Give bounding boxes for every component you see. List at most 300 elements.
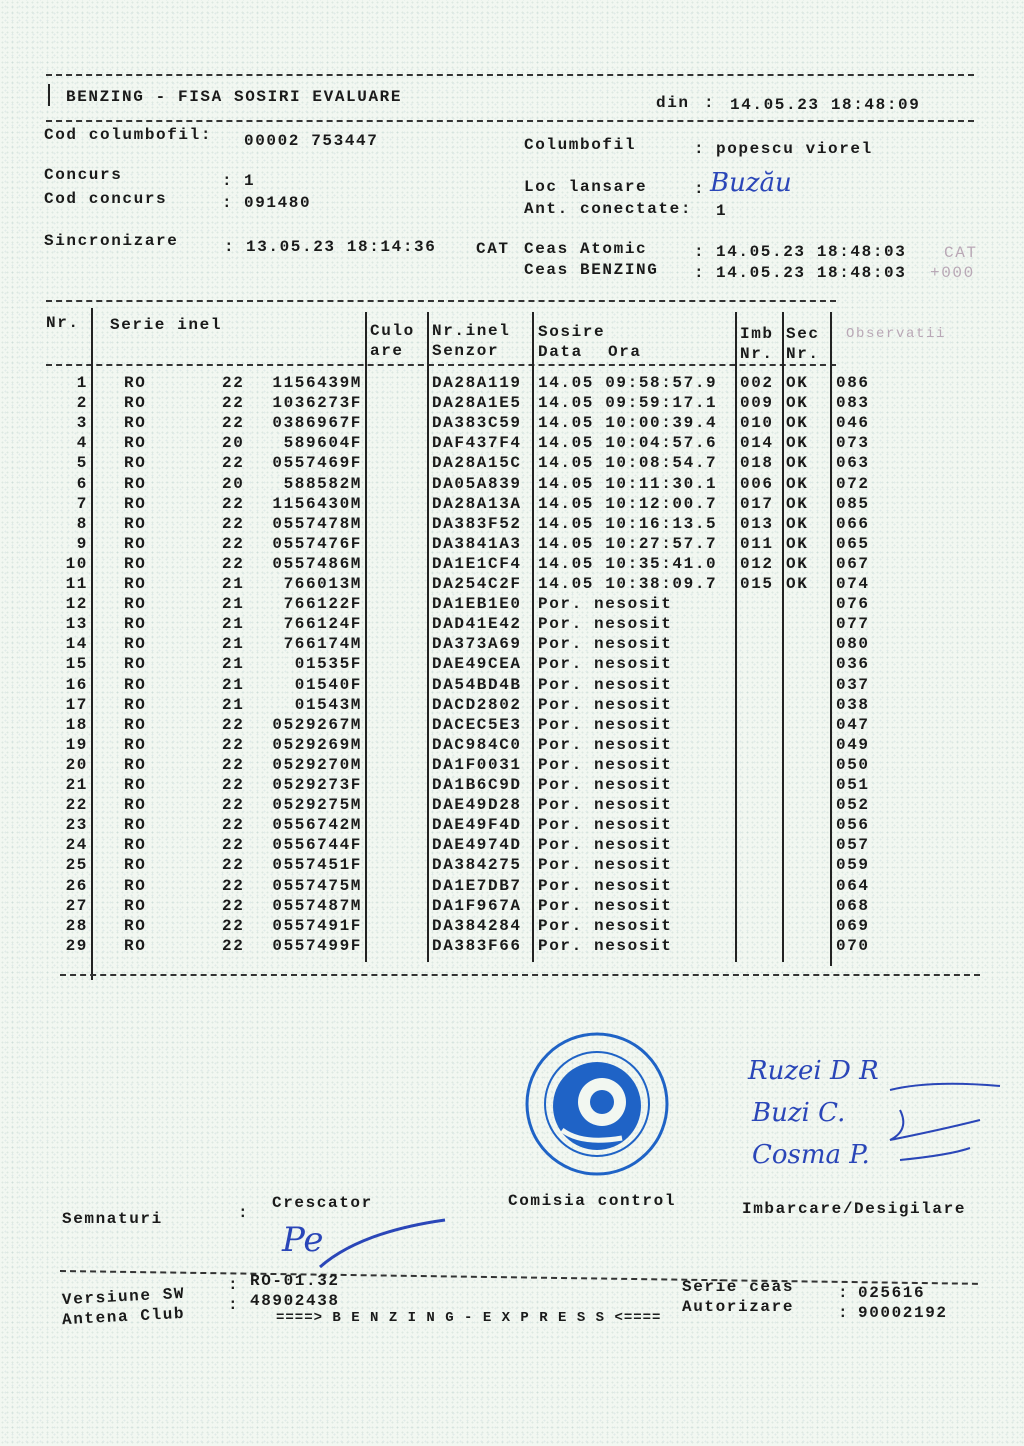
row-year: 22 xyxy=(222,554,245,573)
row-arrival: 14.05 09:59:17.1 xyxy=(538,394,718,413)
row-year: 22 xyxy=(222,876,245,895)
row-year: 21 xyxy=(222,635,245,654)
antena-club-label: Antena Club xyxy=(61,1304,186,1330)
row-sec-nr: OK xyxy=(786,514,809,533)
row-country: RO xyxy=(124,394,147,413)
row-ring-number: 766124F xyxy=(283,615,362,634)
row-sensor-ring: DACD2802 xyxy=(432,695,522,714)
separator: : xyxy=(224,238,236,256)
signature-crescator: Pe xyxy=(282,1220,324,1260)
table-row xyxy=(0,394,1024,414)
row-country: RO xyxy=(124,715,147,734)
table-row xyxy=(0,515,1024,535)
row-arrival: 14.05 10:27:57.7 xyxy=(538,534,718,553)
separator: : xyxy=(694,243,706,261)
row-year: 22 xyxy=(222,936,245,955)
row-observatii: 069 xyxy=(836,916,870,935)
row-ring-number: 0529269M xyxy=(272,735,362,754)
row-nr: 9 xyxy=(76,534,88,553)
row-country: RO xyxy=(124,735,147,754)
row-ring-number: 01543M xyxy=(294,695,362,714)
table-header-rule xyxy=(46,364,836,366)
col-header-observatii: Observatii xyxy=(846,326,947,342)
row-country: RO xyxy=(124,575,147,593)
row-country: RO xyxy=(124,655,147,674)
print-date-value: 14.05.23 18:48:09 xyxy=(730,96,921,114)
row-imb-nr: 013 xyxy=(740,514,774,533)
row-nr: 22 xyxy=(65,796,88,815)
ant-conectate-value: 1 xyxy=(716,202,728,220)
row-observatii: 064 xyxy=(836,876,870,895)
row-arrival: 14.05 10:08:54.7 xyxy=(538,454,718,473)
row-sensor-ring: DA54BD4B xyxy=(432,675,522,694)
row-year: 22 xyxy=(222,374,245,392)
row-nr: 1 xyxy=(76,374,88,392)
row-nr: 2 xyxy=(76,394,88,413)
table-row xyxy=(0,635,1024,655)
table-row xyxy=(0,414,1024,434)
row-sec-nr: OK xyxy=(786,494,809,513)
row-country: RO xyxy=(124,755,147,774)
row-year: 22 xyxy=(222,715,245,734)
row-ring-number: 0556744F xyxy=(272,836,362,855)
row-observatii: 065 xyxy=(836,534,870,553)
row-ring-number: 589604F xyxy=(283,434,362,453)
row-imb-nr: 010 xyxy=(740,414,774,433)
row-sec-nr: OK xyxy=(786,554,809,573)
row-ring-number: 0557475M xyxy=(272,876,362,895)
row-observatii: 051 xyxy=(836,776,870,794)
row-observatii: 036 xyxy=(836,655,870,674)
row-year: 20 xyxy=(222,474,245,493)
row-observatii: 052 xyxy=(836,796,870,815)
signature-imbarcare-3: Cosma P. xyxy=(752,1140,870,1170)
row-observatii: 038 xyxy=(836,695,870,714)
cod-columbofil-value: 00002 753447 xyxy=(244,132,379,150)
row-nr: 17 xyxy=(65,695,88,714)
comisia-control-label: Comisia control xyxy=(508,1192,677,1210)
versiune-sw-value: RO-01.32 xyxy=(250,1272,340,1290)
row-arrival: Por. nesosit xyxy=(538,916,673,935)
ceas-atomic-value: 14.05.23 18:48:03 xyxy=(716,243,907,261)
separator: : xyxy=(222,172,234,190)
col-header-ora: Ora xyxy=(608,343,642,361)
separator: : xyxy=(838,1284,850,1302)
table-row xyxy=(0,374,1024,394)
row-sensor-ring: DA384275 xyxy=(432,856,522,875)
row-ring-number: 0557487M xyxy=(272,896,362,915)
loc-lansare-handwritten: Buzău xyxy=(710,168,792,198)
print-date-label: din xyxy=(656,94,690,112)
footer-rule xyxy=(60,1270,978,1285)
row-arrival: 14.05 10:12:00.7 xyxy=(538,494,718,513)
row-year: 22 xyxy=(222,735,245,754)
row-observatii: 074 xyxy=(836,575,870,593)
table-row xyxy=(0,575,1024,595)
col-header-nr-inel-1: Nr.inel xyxy=(432,322,511,340)
row-country: RO xyxy=(124,554,147,573)
separator: : xyxy=(838,1304,850,1322)
row-arrival: Por. nesosit xyxy=(538,896,673,915)
commission-stamp-logo xyxy=(522,1030,672,1178)
row-observatii: 072 xyxy=(836,474,870,493)
row-sensor-ring: DAC984C0 xyxy=(432,735,522,754)
row-imb-nr: 017 xyxy=(740,494,774,513)
row-nr: 3 xyxy=(76,414,88,433)
row-observatii: 047 xyxy=(836,715,870,734)
row-country: RO xyxy=(124,856,147,875)
row-nr: 6 xyxy=(76,474,88,493)
table-row xyxy=(0,756,1024,776)
row-ring-number: 0557478M xyxy=(272,514,362,533)
row-year: 22 xyxy=(222,755,245,774)
row-year: 21 xyxy=(222,695,245,714)
row-imb-nr: 009 xyxy=(740,394,774,413)
row-sec-nr: OK xyxy=(786,454,809,473)
table-row xyxy=(0,555,1024,575)
row-sec-nr: OK xyxy=(786,394,809,413)
header-bottom-rule xyxy=(46,120,974,122)
row-observatii: 059 xyxy=(836,856,870,875)
row-country: RO xyxy=(124,916,147,935)
table-bottom-rule xyxy=(60,974,980,976)
serie-ceas-label: Serie ceas xyxy=(682,1278,795,1296)
row-observatii: 077 xyxy=(836,615,870,634)
row-observatii: 057 xyxy=(836,836,870,855)
row-ring-number: 1036273F xyxy=(272,394,362,413)
row-ring-number: 01535F xyxy=(294,655,362,674)
row-sensor-ring: DA383C59 xyxy=(432,414,522,433)
row-observatii: 073 xyxy=(836,434,870,453)
row-arrival: Por. nesosit xyxy=(538,615,673,634)
sincronizare-label: Sincronizare xyxy=(44,232,179,250)
separator: : xyxy=(694,180,706,198)
autorizare-label: Autorizare xyxy=(682,1298,795,1316)
row-sensor-ring: DA28A13A xyxy=(432,494,522,513)
col-header-serie-inel: Serie inel xyxy=(110,316,223,334)
row-arrival: 14.05 10:35:41.0 xyxy=(538,554,718,573)
row-nr: 4 xyxy=(76,434,88,453)
table-row xyxy=(0,736,1024,756)
row-year: 22 xyxy=(222,394,245,413)
table-row xyxy=(0,655,1024,675)
row-nr: 14 xyxy=(65,635,88,654)
row-observatii: 086 xyxy=(836,374,870,392)
table-row xyxy=(0,796,1024,816)
row-sensor-ring: DAE49F4D xyxy=(432,816,522,835)
signature-imbarcare-2: Buzi C. xyxy=(752,1098,846,1128)
table-row xyxy=(0,897,1024,917)
row-observatii: 076 xyxy=(836,595,870,614)
cod-columbofil-label: Cod columbofil: xyxy=(44,126,213,144)
row-arrival: 14.05 10:04:57.6 xyxy=(538,434,718,453)
antena-club-value: 48902438 xyxy=(250,1292,340,1310)
row-country: RO xyxy=(124,414,147,433)
row-nr: 21 xyxy=(65,776,88,794)
row-arrival: Por. nesosit xyxy=(538,876,673,895)
row-arrival: Por. nesosit xyxy=(538,776,673,794)
separator: : xyxy=(228,1296,240,1314)
col-header-culoare-1: Culo xyxy=(370,322,415,340)
row-sensor-ring: DA1E7DB7 xyxy=(432,876,522,895)
row-nr: 15 xyxy=(65,655,88,674)
row-country: RO xyxy=(124,494,147,513)
ceas-benzing-offset: +000 xyxy=(930,264,975,282)
row-country: RO xyxy=(124,836,147,855)
columbofil-value: popescu viorel xyxy=(716,140,873,158)
row-ring-number: 01540F xyxy=(294,675,362,694)
row-ring-number: 0557499F xyxy=(272,936,362,955)
row-arrival: Por. nesosit xyxy=(538,595,673,614)
ceas-atomic-label: Ceas Atomic xyxy=(524,240,648,258)
row-ring-number: 0556742M xyxy=(272,816,362,835)
row-arrival: Por. nesosit xyxy=(538,675,673,694)
row-arrival: 14.05 09:58:57.9 xyxy=(538,374,718,392)
row-observatii: 049 xyxy=(836,735,870,754)
row-ring-number: 0557486M xyxy=(272,554,362,573)
row-observatii: 050 xyxy=(836,755,870,774)
row-country: RO xyxy=(124,514,147,533)
row-imb-nr: 015 xyxy=(740,575,774,593)
table-row xyxy=(0,676,1024,696)
row-year: 22 xyxy=(222,776,245,794)
concurs-label: Concurs xyxy=(44,166,123,184)
row-ring-number: 0557469F xyxy=(272,454,362,473)
row-nr: 27 xyxy=(65,896,88,915)
row-arrival: Por. nesosit xyxy=(538,655,673,674)
row-observatii: 085 xyxy=(836,494,870,513)
row-nr: 11 xyxy=(65,575,88,593)
benzing-express-brand: ====> B E N Z I N G - E X P R E S S <==== xyxy=(276,1310,662,1326)
ant-conectate-label: Ant. conectate: xyxy=(524,200,693,218)
row-arrival: Por. nesosit xyxy=(538,735,673,754)
concurs-value: 1 xyxy=(244,172,256,190)
row-year: 22 xyxy=(222,856,245,875)
row-imb-nr: 014 xyxy=(740,434,774,453)
row-ring-number: 0529273F xyxy=(272,776,362,794)
col-header-sec-1: Sec xyxy=(786,325,820,343)
row-country: RO xyxy=(124,595,147,614)
row-nr: 8 xyxy=(76,514,88,533)
row-nr: 16 xyxy=(65,675,88,694)
row-arrival: Por. nesosit xyxy=(538,755,673,774)
row-ring-number: 1156430M xyxy=(272,494,362,513)
row-ring-number: 0529270M xyxy=(272,755,362,774)
row-arrival: 14.05 10:11:30.1 xyxy=(538,474,718,493)
ceas-benzing-label: Ceas BENZING xyxy=(524,261,659,279)
row-ring-number: 766174M xyxy=(283,635,362,654)
row-country: RO xyxy=(124,796,147,815)
row-sensor-ring: DA383F66 xyxy=(432,936,522,955)
row-country: RO xyxy=(124,534,147,553)
table-row xyxy=(0,454,1024,474)
row-year: 22 xyxy=(222,796,245,815)
table-row xyxy=(0,434,1024,454)
row-sensor-ring: DA1E1CF4 xyxy=(432,554,522,573)
row-sensor-ring: DAD41E42 xyxy=(432,615,522,634)
row-ring-number: 0557451F xyxy=(272,856,362,875)
row-sec-nr: OK xyxy=(786,534,809,553)
row-ring-number: 588582M xyxy=(283,474,362,493)
row-arrival: Por. nesosit xyxy=(538,816,673,835)
row-arrival: Por. nesosit xyxy=(538,936,673,955)
row-nr: 12 xyxy=(65,595,88,614)
row-observatii: 063 xyxy=(836,454,870,473)
signature-imbarcare-1: Ruzei D R xyxy=(748,1056,879,1086)
row-ring-number: 0529275M xyxy=(272,796,362,815)
versiune-sw-label: Versiune SW xyxy=(61,1284,186,1310)
row-sensor-ring: DA28A1E5 xyxy=(432,394,522,413)
table-row xyxy=(0,535,1024,555)
row-observatii: 046 xyxy=(836,414,870,433)
row-sensor-ring: DA3841A3 xyxy=(432,534,522,553)
row-sensor-ring: DA28A15C xyxy=(432,454,522,473)
imbarcare-desigilare-label: Imbarcare/Desigilare xyxy=(742,1200,967,1218)
cod-concurs-label: Cod concurs xyxy=(44,190,168,208)
row-ring-number: 1156439M xyxy=(272,374,362,392)
loc-lansare-label: Loc lansare xyxy=(524,178,648,196)
table-row xyxy=(0,615,1024,635)
row-sensor-ring: DA1F0031 xyxy=(432,755,522,774)
row-country: RO xyxy=(124,776,147,794)
col-header-imb-1: Imb xyxy=(740,325,774,343)
row-observatii: 068 xyxy=(836,896,870,915)
row-arrival: Por. nesosit xyxy=(538,635,673,654)
table-row xyxy=(0,475,1024,495)
col-header-nr-inel-2: Senzor xyxy=(432,342,500,360)
table-row xyxy=(0,495,1024,515)
row-arrival: Por. nesosit xyxy=(538,796,673,815)
row-observatii: 037 xyxy=(836,675,870,694)
row-year: 20 xyxy=(222,434,245,453)
row-arrival: Por. nesosit xyxy=(538,715,673,734)
row-year: 22 xyxy=(222,916,245,935)
row-country: RO xyxy=(124,876,147,895)
row-year: 21 xyxy=(222,575,245,593)
row-arrival: Por. nesosit xyxy=(538,856,673,875)
col-header-sosire: Sosire xyxy=(538,323,606,341)
print-date-sep: : xyxy=(704,94,716,112)
row-sensor-ring: DA384284 xyxy=(432,916,522,935)
row-observatii: 066 xyxy=(836,514,870,533)
sincronizare-tz: CAT xyxy=(476,240,510,258)
row-observatii: 083 xyxy=(836,394,870,413)
table-row xyxy=(0,595,1024,615)
row-year: 22 xyxy=(222,896,245,915)
serie-ceas-value: 025616 xyxy=(858,1284,926,1302)
row-sensor-ring: DA1EB1E0 xyxy=(432,595,522,614)
col-header-nr: Nr. xyxy=(46,314,80,332)
row-sec-nr: OK xyxy=(786,414,809,433)
col-header-imb-2: Nr. xyxy=(740,345,774,363)
row-observatii: 056 xyxy=(836,816,870,835)
row-sec-nr: OK xyxy=(786,474,809,493)
row-arrival: Por. nesosit xyxy=(538,836,673,855)
table-row xyxy=(0,696,1024,716)
row-ring-number: 0557476F xyxy=(272,534,362,553)
row-country: RO xyxy=(124,454,147,473)
separator: : xyxy=(228,1276,240,1294)
row-observatii: 080 xyxy=(836,635,870,654)
row-sensor-ring: DA28A119 xyxy=(432,374,522,392)
row-imb-nr: 012 xyxy=(740,554,774,573)
row-year: 22 xyxy=(222,534,245,553)
row-ring-number: 0386967F xyxy=(272,414,362,433)
row-arrival: Por. nesosit xyxy=(538,695,673,714)
row-year: 21 xyxy=(222,595,245,614)
row-sensor-ring: DA254C2F xyxy=(432,575,522,593)
row-sensor-ring: DA373A69 xyxy=(432,635,522,654)
row-sensor-ring: DA05A839 xyxy=(432,474,522,493)
cod-concurs-value: 091480 xyxy=(244,194,312,212)
row-nr: 18 xyxy=(65,715,88,734)
row-year: 22 xyxy=(222,454,245,473)
header-top-rule xyxy=(46,74,974,76)
table-row xyxy=(0,856,1024,876)
row-sensor-ring: DA1B6C9D xyxy=(432,776,522,794)
row-year: 22 xyxy=(222,514,245,533)
table-row xyxy=(0,716,1024,736)
row-nr: 24 xyxy=(65,836,88,855)
row-nr: 10 xyxy=(65,554,88,573)
table-row xyxy=(0,937,1024,957)
row-country: RO xyxy=(124,936,147,955)
row-ring-number: 0529267M xyxy=(272,715,362,734)
table-row xyxy=(0,776,1024,796)
row-sec-nr: OK xyxy=(786,434,809,453)
row-country: RO xyxy=(124,816,147,835)
row-observatii: 067 xyxy=(836,554,870,573)
row-nr: 29 xyxy=(65,936,88,955)
row-nr: 26 xyxy=(65,876,88,895)
row-country: RO xyxy=(124,675,147,694)
separator: : xyxy=(238,1204,250,1222)
table-row xyxy=(0,917,1024,937)
separator: : xyxy=(694,264,706,282)
row-nr: 13 xyxy=(65,615,88,634)
row-imb-nr: 006 xyxy=(740,474,774,493)
row-imb-nr: 011 xyxy=(740,534,774,553)
table-row xyxy=(0,816,1024,836)
row-year: 22 xyxy=(222,816,245,835)
document-title: BENZING - FISA SOSIRI EVALUARE xyxy=(66,88,403,106)
row-year: 21 xyxy=(222,615,245,634)
separator: : xyxy=(222,194,234,212)
table-top-rule xyxy=(46,300,836,302)
row-sensor-ring: DAE49CEA xyxy=(432,655,522,674)
row-country: RO xyxy=(124,474,147,493)
table-row xyxy=(0,836,1024,856)
separator: : xyxy=(694,140,706,158)
row-sensor-ring: DAF437F4 xyxy=(432,434,522,453)
row-nr: 28 xyxy=(65,916,88,935)
table-row xyxy=(0,877,1024,897)
row-nr: 23 xyxy=(65,816,88,835)
row-country: RO xyxy=(124,635,147,654)
row-sec-nr: OK xyxy=(786,575,809,593)
row-year: 21 xyxy=(222,655,245,674)
row-arrival: 14.05 10:00:39.4 xyxy=(538,414,718,433)
row-country: RO xyxy=(124,434,147,453)
row-year: 22 xyxy=(222,414,245,433)
row-sensor-ring: DACEC5E3 xyxy=(432,715,522,734)
row-imb-nr: 002 xyxy=(740,374,774,392)
row-arrival: 14.05 10:38:09.7 xyxy=(538,575,718,593)
row-ring-number: 766013M xyxy=(283,575,362,593)
crescator-label: Crescator xyxy=(272,1194,373,1212)
columbofil-label: Columbofil xyxy=(524,136,637,154)
autorizare-value: 90002192 xyxy=(858,1304,948,1322)
